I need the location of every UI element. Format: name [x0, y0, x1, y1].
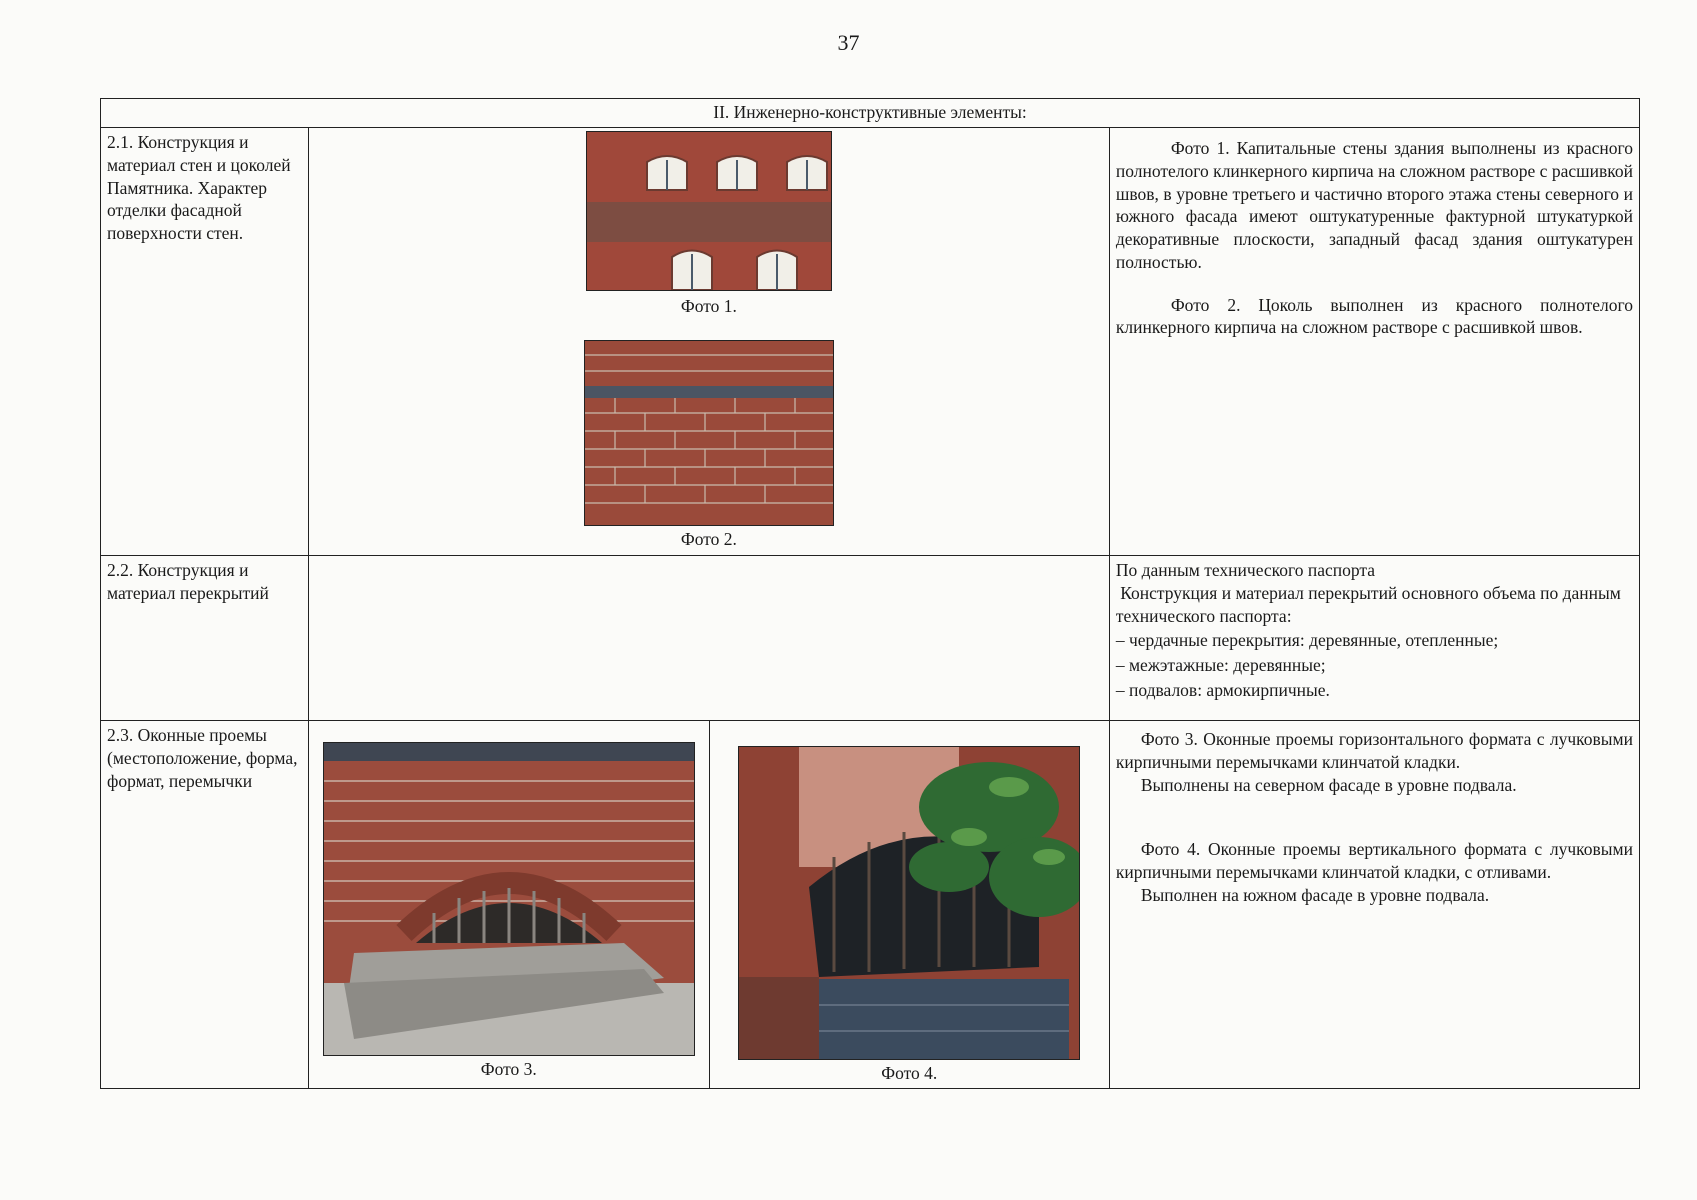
page-number: 37 [837, 30, 860, 55]
basement-window-south-photo [738, 746, 1080, 1060]
photo-caption: Фото 1. [680, 296, 737, 316]
table-row [101, 556, 1640, 721]
description-intro: По данным технического паспорта [1115, 560, 1376, 580]
description-paragraph: Фото 4. Оконные проемы вертикального формата с лучковыми кирпичными перемычками клинчатой кладки, с отливами. [1115, 839, 1633, 882]
empty-cell [308, 556, 1109, 721]
list-item: – подвалов: армокирпичные. [1116, 679, 1633, 702]
description-paragraph: Выполнен на южном фасаде в уровне подвала. [1140, 884, 1490, 905]
photo-cell [308, 721, 709, 1089]
description-intro: Конструкция и материал перекрытий основного объема по данным технического паспорта: [1115, 582, 1626, 626]
section-header-row [101, 99, 1640, 128]
elements-table [100, 98, 1640, 1089]
row-label: 2.3. Оконные проемы (местоположение, форма, формат, перемычки [101, 721, 309, 1089]
floor-list [1116, 629, 1633, 701]
plinth-photo [584, 340, 834, 526]
row-label: 2.1. Конструкция и материал стен и цоколей Памятника. Характер отделки фасадной поверхности стен. [101, 128, 309, 556]
description-paragraph: Выполнены на северном фасаде в уровне подвала. [1140, 774, 1517, 795]
basement-window-north-photo [323, 742, 695, 1056]
description-cell [1109, 721, 1639, 1089]
photo-caption: Фото 2. [680, 528, 737, 549]
photo-cell [308, 128, 1109, 556]
description-cell [1109, 128, 1639, 556]
photo-caption: Фото 4. [881, 1063, 938, 1083]
description-paragraph: Фото 2. Цоколь выполнен из красного полнотелого клинкерного кирпича на сложном растворе с расшивкой швов. [1115, 294, 1633, 338]
description-cell [1109, 556, 1639, 721]
photo-caption: Фото 3. [480, 1059, 537, 1079]
description-paragraph: Фото 3. Оконные проемы горизонтального формата с лучковыми кирпичными перемычками клинчатой кладки. [1115, 729, 1633, 772]
photo-cell [709, 721, 1109, 1089]
list-item: – чердачные перекрытия: деревянные, отепленные; [1116, 629, 1633, 652]
description-paragraph: Фото 1. Капитальные стены здания выполнены из красного полнотелого клинкерного кирпича на сложном растворе с расшивкой швов, в уровне третьего и частично второго этажа стены северного и южного фасада имеют оштукатуренные фактурной штукатуркой декоративные плоскости, западный фасад здания оштукатурен полностью. [1115, 138, 1633, 272]
section-title: II. Инженерно-конструктивные элементы: [101, 99, 1640, 128]
list-item: – межэтажные: деревянные; [1116, 654, 1633, 677]
table-row [101, 128, 1640, 556]
row-label: 2.2. Конструкция и материал перекрытий [101, 556, 309, 721]
facade-photo [586, 131, 832, 291]
table-row [101, 721, 1640, 1089]
